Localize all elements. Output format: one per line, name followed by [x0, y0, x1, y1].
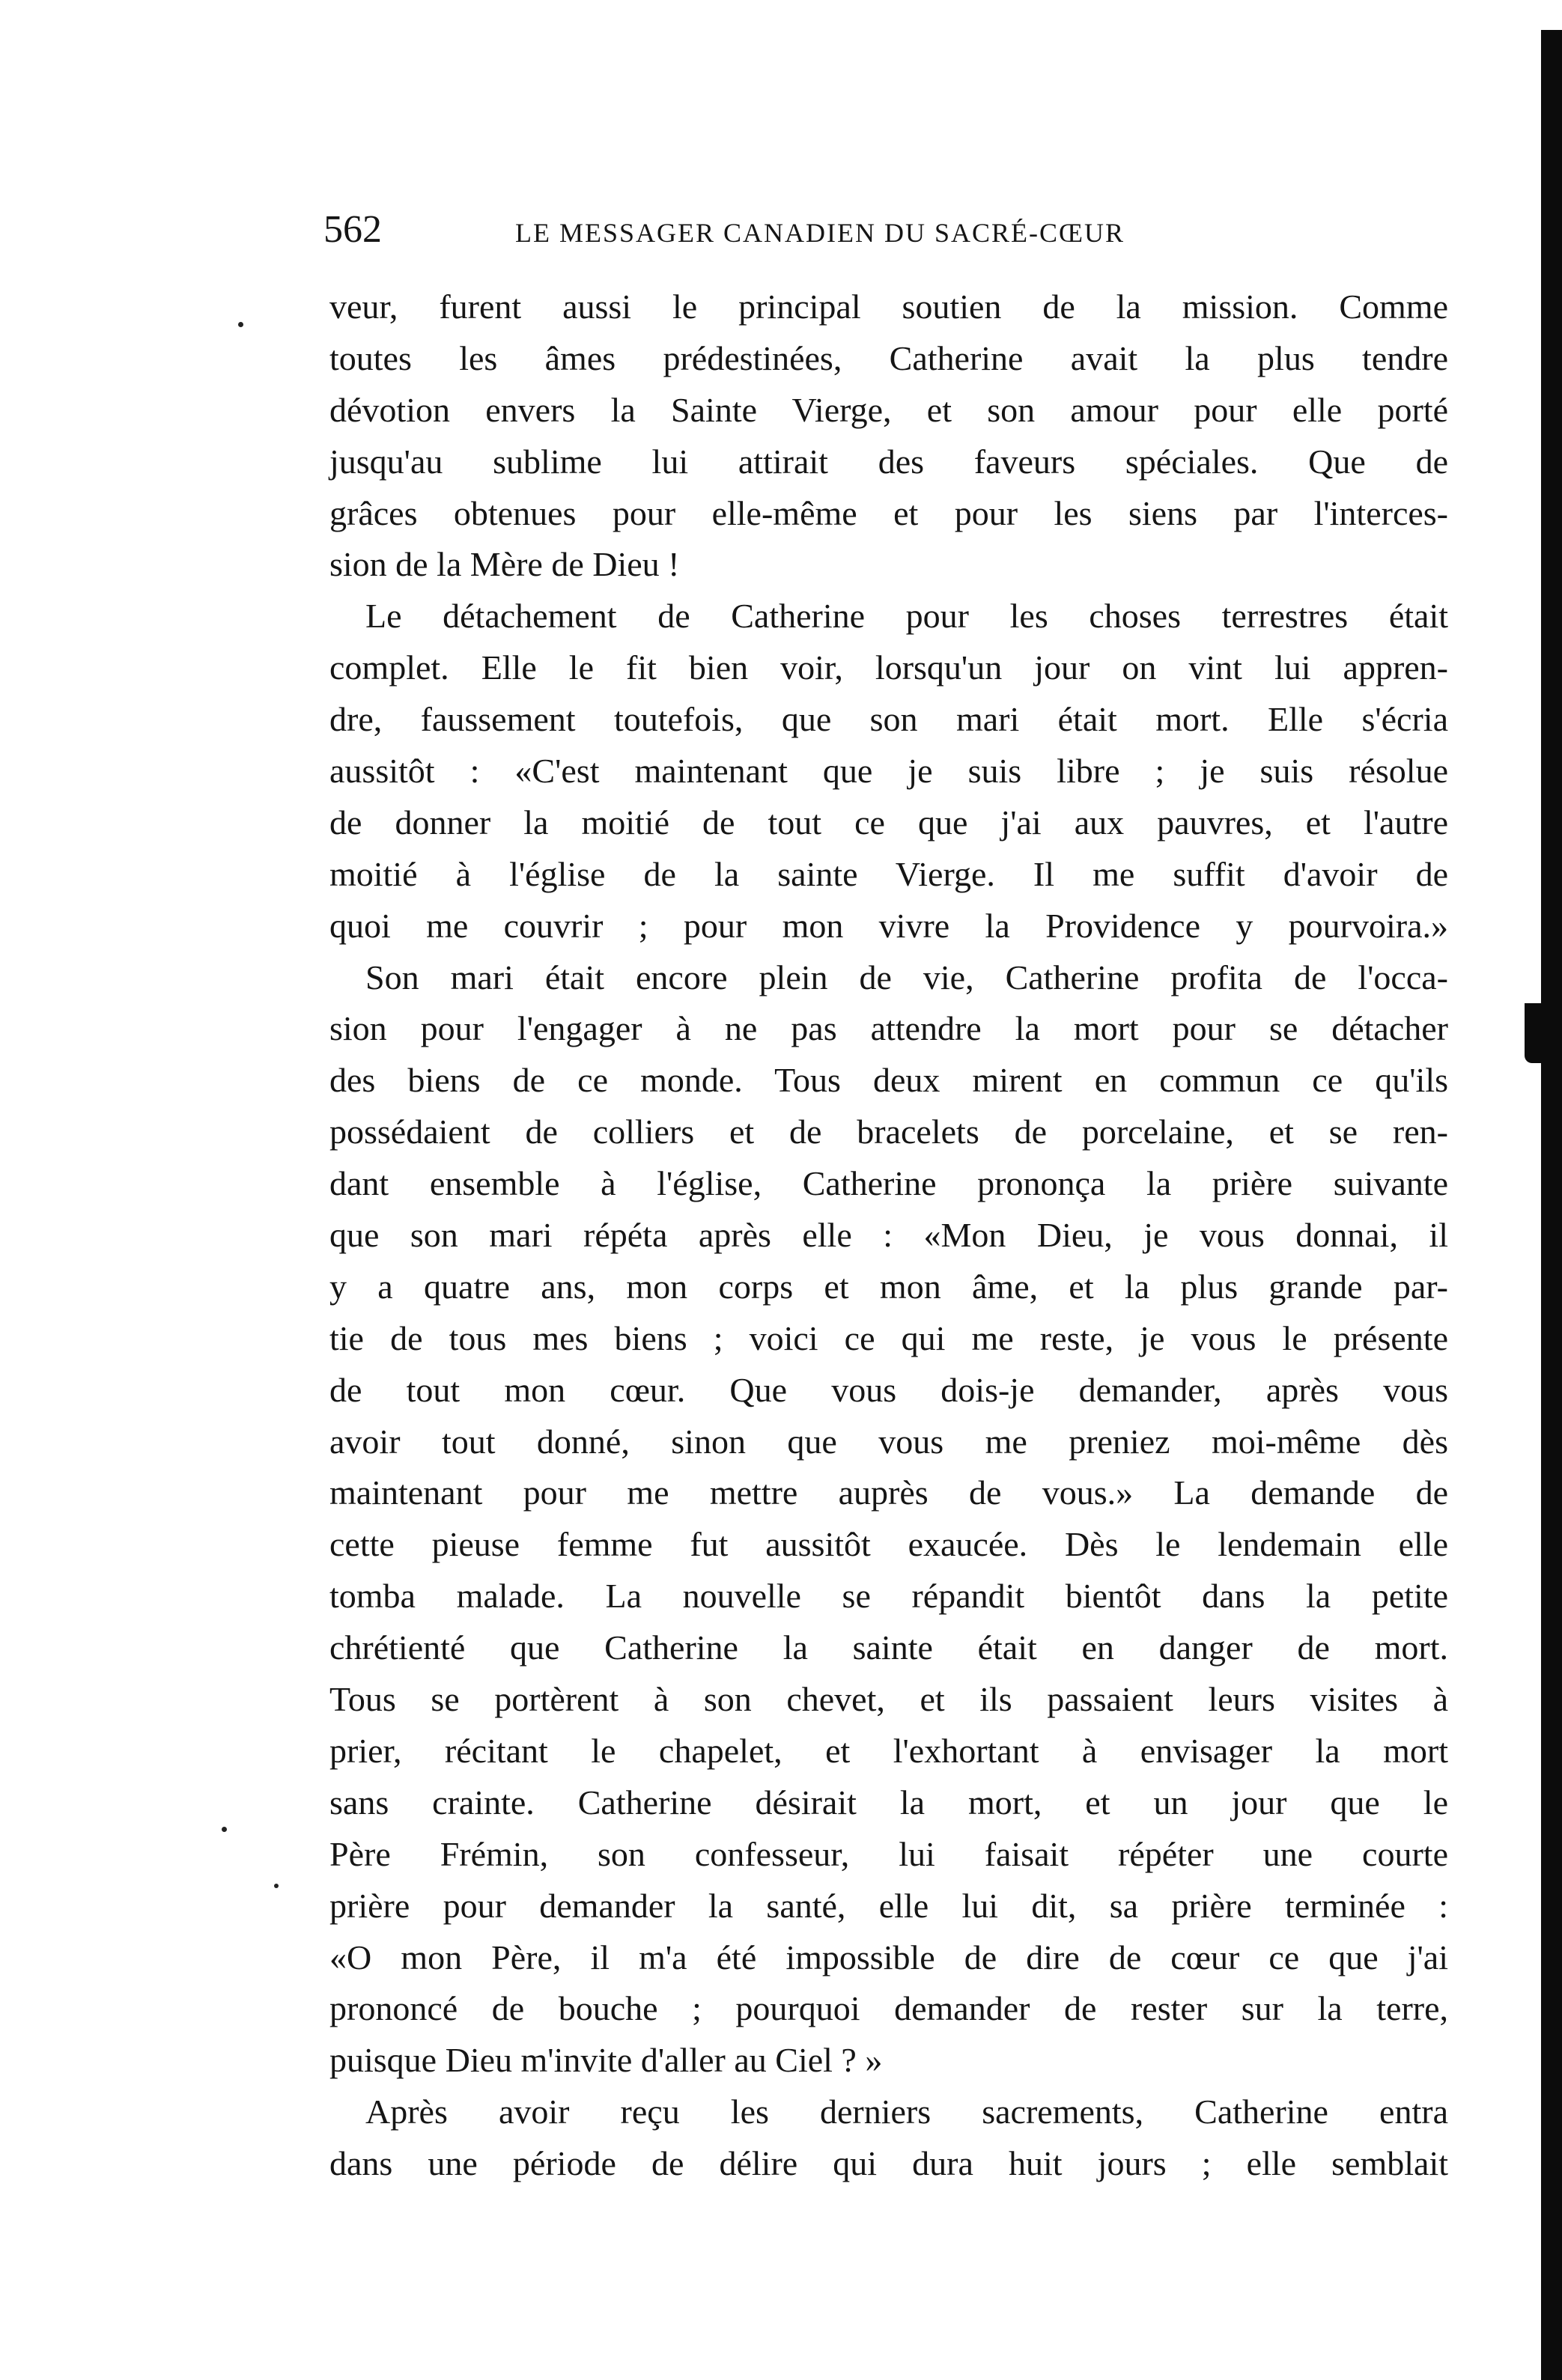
scan-speck	[222, 1827, 227, 1832]
text-line: quoi me couvrir ; pour mon vivre la Providence y pourvoira.»	[329, 906, 1448, 945]
body-text	[329, 281, 1448, 2190]
page-edge-notch	[1525, 1003, 1541, 1063]
text-line: chrétienté que Catherine la sainte était en danger de mort.	[329, 1628, 1448, 1667]
page-edge-shadow	[1541, 30, 1562, 2380]
text-line: aussitôt : «C'est maintenant que je suis libre ; je suis résolue	[329, 752, 1448, 791]
text-line: possédaient de colliers et de bracelets de porcelaine, et se ren-	[329, 1113, 1448, 1151]
text-line: sion de la Mère de Dieu !	[329, 545, 680, 584]
text-line: Le détachement de Catherine pour les choses terrestres était	[365, 597, 1448, 636]
page-number: 562	[323, 208, 382, 251]
text-line: prier, récitant le chapelet, et l'exhortant à envisager la mort	[329, 1731, 1448, 1770]
paragraph	[329, 281, 1448, 591]
text-line: tomba malade. La nouvelle se répandit bientôt dans la petite	[329, 1577, 1448, 1616]
text-line: de donner la moitié de tout ce que j'ai aux pauvres, et l'autre	[329, 803, 1448, 841]
text-line: Son mari était encore plein de vie, Catherine profita de l'occa-	[365, 958, 1448, 996]
text-line: puisque Dieu m'invite d'aller au Ciel ? »	[329, 2041, 883, 2080]
text-line: que son mari répéta après elle : «Mon Dieu, je vous donnai, il	[329, 1216, 1448, 1255]
text-line: dant ensemble à l'église, Catherine prononça la prière suivante	[329, 1164, 1448, 1203]
text-line: cette pieuse femme fut aussitôt exaucée. Dès le lendemain elle	[329, 1525, 1448, 1564]
text-line: moitié à l'église de la sainte Vierge. Il me suffit d'avoir de	[329, 854, 1448, 893]
text-line: prière pour demander la santé, elle lui dit, sa prière terminée :	[329, 1886, 1448, 1925]
text-line: dre, faussement toutefois, que son mari était mort. Elle s'écria	[329, 700, 1448, 739]
paragraph	[329, 591, 1448, 952]
scan-speck	[238, 322, 243, 327]
text-line: sion pour l'engager à ne pas attendre la mort pour se détacher	[329, 1009, 1448, 1048]
text-line: dans une période de délire qui dura huit jours ; elle semblait	[329, 2144, 1448, 2183]
paragraph	[329, 2087, 1448, 2190]
text-line: avoir tout donné, sinon que vous me preniez moi-même dès	[329, 1422, 1448, 1461]
text-line: sans crainte. Catherine désirait la mort, et un jour que le	[329, 1783, 1448, 1821]
text-line: Père Frémin, son confesseur, lui faisait répéter une courte	[329, 1834, 1448, 1873]
text-line: jusqu'au sublime lui attirait des faveurs spéciales. Que de	[329, 442, 1448, 481]
text-line: «O mon Père, il m'a été impossible de dire de cœur ce que j'ai	[329, 1938, 1448, 1976]
text-line: grâces obtenues pour elle-même et pour les siens par l'interces-	[329, 493, 1448, 532]
text-line: complet. Elle le fit bien voir, lorsqu'un jour on vint lui appren-	[329, 648, 1448, 687]
page-header	[323, 204, 1439, 256]
text-line: de tout mon cœur. Que vous dois-je demander, après vous	[329, 1370, 1448, 1409]
running-head: LE MESSAGER CANADIEN DU SACRÉ-CŒUR	[515, 218, 1125, 248]
paragraph	[329, 952, 1448, 2087]
text-line: toutes les âmes prédestinées, Catherine avait la plus tendre	[329, 338, 1448, 377]
text-line: veur, furent aussi le principal soutien de la mission. Comme	[329, 287, 1448, 326]
text-line: dévotion envers la Sainte Vierge, et son amour pour elle porté	[329, 390, 1448, 429]
text-line: tie de tous mes biens ; voici ce qui me reste, je vous le présente	[329, 1318, 1448, 1357]
text-line: y a quatre ans, mon corps et mon âme, et la plus grande par-	[329, 1267, 1448, 1306]
text-line: Après avoir reçu les derniers sacrements, Catherine entra	[365, 2093, 1448, 2131]
text-line: maintenant pour me mettre auprès de vous.» La demande de	[329, 1473, 1448, 1512]
text-line: prononcé de bouche ; pourquoi demander de rester sur la terre,	[329, 1989, 1448, 2028]
text-line: des biens de ce monde. Tous deux mirent en commun ce qu'ils	[329, 1061, 1448, 1100]
text-line: Tous se portèrent à son chevet, et ils passaient leurs visites à	[329, 1680, 1448, 1719]
scan-speck	[274, 1884, 279, 1888]
